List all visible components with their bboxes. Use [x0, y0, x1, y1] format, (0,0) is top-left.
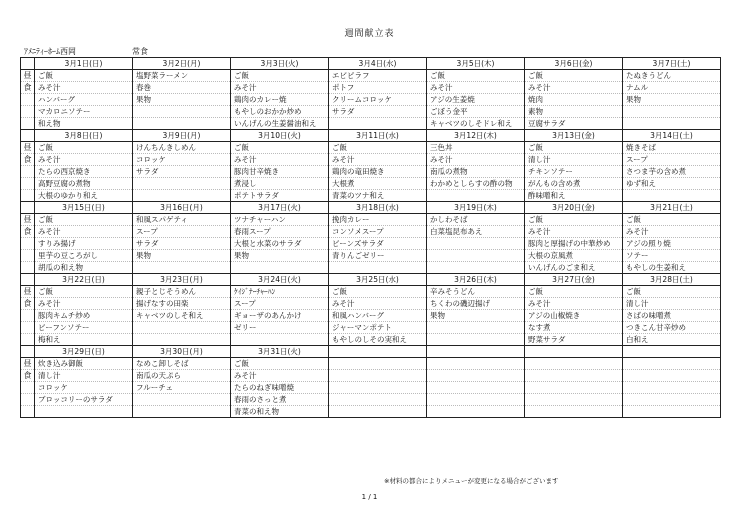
date-row	[21, 58, 721, 70]
meal-label: 昼	[21, 70, 35, 82]
date-cell: 3月20日(金)	[525, 202, 623, 214]
dish-cell: たぬきうどん	[623, 70, 721, 82]
dish-cell: 青菜の和え物	[231, 406, 329, 418]
dish-cell	[623, 358, 721, 370]
dish-cell: みそ汁	[35, 82, 133, 94]
border-cell	[21, 418, 35, 419]
dish-cell: ご飯	[623, 286, 721, 298]
dish-cell: ご飯	[623, 214, 721, 226]
dish-cell: コロッケ	[133, 154, 231, 166]
dish-row	[21, 394, 721, 406]
dish-cell	[623, 118, 721, 130]
dish-cell: ｹｲｼﾞﾅｰﾁｬｰﾊﾝ	[231, 286, 329, 298]
dish-cell: 和風スパゲティ	[133, 214, 231, 226]
dish-cell	[427, 370, 525, 382]
dish-row	[21, 142, 721, 154]
date-cell: 3月8日(日)	[35, 130, 133, 142]
dish-cell: ソテー	[623, 250, 721, 262]
dish-cell: 青りんごゼリー	[329, 250, 427, 262]
dish-cell: みそ汁	[623, 226, 721, 238]
dish-cell: ご飯	[329, 286, 427, 298]
dish-cell: ご飯	[329, 142, 427, 154]
dish-cell: キャベツのしそ和え	[133, 310, 231, 322]
meal-label: 昼	[21, 214, 35, 226]
dish-cell: ナムル	[623, 82, 721, 94]
dish-cell: ご飯	[35, 214, 133, 226]
meal-label	[21, 310, 35, 322]
date-cell: 3月16日(月)	[133, 202, 231, 214]
dish-cell: みそ汁	[231, 370, 329, 382]
dish-row	[21, 166, 721, 178]
meal-label	[21, 166, 35, 178]
dish-cell: 酢味噌和え	[525, 190, 623, 202]
dish-cell: 大根煮	[329, 178, 427, 190]
dish-row	[21, 382, 721, 394]
date-cell: 3月10日(火)	[231, 130, 329, 142]
dish-row	[21, 106, 721, 118]
dish-cell: 春雨のさっと煮	[231, 394, 329, 406]
dish-cell: 大根の京風煮	[525, 250, 623, 262]
dish-cell: みそ汁	[231, 82, 329, 94]
meal-label	[21, 250, 35, 262]
meal-type: 常食	[132, 47, 148, 56]
dish-row	[21, 262, 721, 274]
dish-cell: みそ汁	[525, 82, 623, 94]
date-cell	[623, 346, 721, 358]
dish-cell	[623, 382, 721, 394]
dish-cell: 鶏肉の竜田焼き	[329, 166, 427, 178]
dish-cell	[133, 262, 231, 274]
meal-label	[21, 382, 35, 394]
dish-cell: つきこん甘辛炒め	[623, 322, 721, 334]
dish-row	[21, 118, 721, 130]
dish-row	[21, 94, 721, 106]
dish-cell: スープ	[623, 154, 721, 166]
dish-cell: 白和え	[623, 334, 721, 346]
dish-cell	[231, 334, 329, 346]
date-cell: 3月17日(火)	[231, 202, 329, 214]
date-cell: 3月14日(土)	[623, 130, 721, 142]
dish-cell: たらのねぎ味噌焼	[231, 382, 329, 394]
dish-cell	[133, 406, 231, 418]
meal-label: 昼	[21, 358, 35, 370]
dish-cell: なす煮	[525, 322, 623, 334]
dish-cell: わかめとしらすの酢の物	[427, 178, 525, 190]
dish-cell: サラダ	[133, 238, 231, 250]
dish-cell: みそ汁	[35, 226, 133, 238]
dish-cell: ギョーザのあんかけ	[231, 310, 329, 322]
dish-cell: ポテトサラダ	[231, 190, 329, 202]
meal-label: 食	[21, 298, 35, 310]
dish-cell: すりみ揚げ	[35, 238, 133, 250]
dish-cell: ご飯	[525, 70, 623, 82]
dish-row	[21, 190, 721, 202]
meal-label: 昼	[21, 142, 35, 154]
dish-cell: みそ汁	[427, 82, 525, 94]
dish-row	[21, 406, 721, 418]
meal-label: 食	[21, 154, 35, 166]
dish-cell: ブロッコリーのサラダ	[35, 394, 133, 406]
dish-cell	[427, 322, 525, 334]
dish-cell: 挽肉カレー	[329, 214, 427, 226]
dish-cell: ハンバーグ	[35, 94, 133, 106]
meal-label	[21, 238, 35, 250]
dish-cell: もやしのおかか炒め	[231, 106, 329, 118]
dish-cell	[329, 370, 427, 382]
date-row-label-cell	[21, 202, 35, 214]
dish-cell: さつま芋の含め煮	[623, 166, 721, 178]
dish-cell: 春雨スープ	[231, 226, 329, 238]
dish-cell: ご飯	[525, 214, 623, 226]
dish-cell: 親子とじそうめん	[133, 286, 231, 298]
dish-cell: 豚肉と厚揚げの中華炒め	[525, 238, 623, 250]
dish-cell	[525, 406, 623, 418]
date-cell: 3月27日(金)	[525, 274, 623, 286]
dish-cell	[623, 406, 721, 418]
dish-cell: 青菜のツナ和え	[329, 190, 427, 202]
meal-label: 食	[21, 226, 35, 238]
dish-cell: ご飯	[231, 142, 329, 154]
dish-cell: ごぼう金平	[427, 106, 525, 118]
dish-cell: サラダ	[329, 106, 427, 118]
meal-label	[21, 394, 35, 406]
dish-cell: ポトフ	[329, 82, 427, 94]
dish-cell	[133, 106, 231, 118]
dish-cell: 辛みそうどん	[427, 286, 525, 298]
date-cell	[427, 346, 525, 358]
dish-cell: 胡瓜の和え物	[35, 262, 133, 274]
dish-cell: もやしの生姜和え	[623, 262, 721, 274]
dish-row	[21, 286, 721, 298]
date-cell: 3月5日(木)	[427, 58, 525, 70]
dish-row	[21, 154, 721, 166]
date-row-label-cell	[21, 274, 35, 286]
dish-cell: 豚肉甘辛焼き	[231, 166, 329, 178]
dish-cell	[133, 178, 231, 190]
meal-label: 食	[21, 370, 35, 382]
date-cell: 3月7日(土)	[623, 58, 721, 70]
dish-cell	[525, 370, 623, 382]
date-cell: 3月23日(月)	[133, 274, 231, 286]
dish-cell: チキンソテー	[525, 166, 623, 178]
border-cell	[133, 418, 231, 419]
dish-cell: ツナチャーハン	[231, 214, 329, 226]
date-cell	[525, 346, 623, 358]
border-cell	[525, 418, 623, 419]
date-row	[21, 274, 721, 286]
date-row-label-cell	[21, 130, 35, 142]
date-cell: 3月6日(金)	[525, 58, 623, 70]
dish-cell	[133, 190, 231, 202]
dish-cell	[623, 394, 721, 406]
dish-cell: 南瓜の天ぷら	[133, 370, 231, 382]
dish-row	[21, 70, 721, 82]
dish-cell: かしわそば	[427, 214, 525, 226]
dish-cell: 塩野菜ラーメン	[133, 70, 231, 82]
date-cell: 3月29日(日)	[35, 346, 133, 358]
meal-label	[21, 322, 35, 334]
dish-cell	[329, 358, 427, 370]
dish-cell: ビーフンソテー	[35, 322, 133, 334]
dish-cell: ゼリー	[231, 322, 329, 334]
date-cell	[329, 346, 427, 358]
date-cell: 3月22日(日)	[35, 274, 133, 286]
dish-cell: みそ汁	[231, 154, 329, 166]
date-row	[21, 130, 721, 142]
dish-cell: コロッケ	[35, 382, 133, 394]
dish-cell	[525, 394, 623, 406]
dish-cell: スープ	[133, 226, 231, 238]
date-cell: 3月24日(火)	[231, 274, 329, 286]
dish-cell	[427, 190, 525, 202]
date-cell: 3月11日(水)	[329, 130, 427, 142]
dish-cell: 果物	[133, 94, 231, 106]
dish-cell: 大根のゆかり和え	[35, 190, 133, 202]
meal-label	[21, 262, 35, 274]
meal-label: 昼	[21, 286, 35, 298]
date-cell: 3月30日(月)	[133, 346, 231, 358]
meal-label	[21, 106, 35, 118]
dish-cell: たらの西京焼き	[35, 166, 133, 178]
dish-cell: 揚げなすの田楽	[133, 298, 231, 310]
dish-cell: いんげんのごま和え	[525, 262, 623, 274]
date-cell: 3月15日(日)	[35, 202, 133, 214]
date-cell: 3月18日(水)	[329, 202, 427, 214]
dish-cell: ちくわの磯辺揚げ	[427, 298, 525, 310]
dish-cell	[329, 406, 427, 418]
dish-cell: 豆腐サラダ	[525, 118, 623, 130]
dish-cell: フルーチェ	[133, 382, 231, 394]
dish-cell: ご飯	[35, 70, 133, 82]
dish-cell	[231, 262, 329, 274]
dish-cell	[133, 322, 231, 334]
border-cell	[329, 418, 427, 419]
dish-cell	[427, 238, 525, 250]
dish-cell: さばの味噌煮	[623, 310, 721, 322]
dish-cell: ご飯	[35, 286, 133, 298]
date-row-label-cell	[21, 58, 35, 70]
date-row	[21, 346, 721, 358]
dish-cell	[623, 106, 721, 118]
dish-cell: 焼肉	[525, 94, 623, 106]
date-cell: 3月2日(月)	[133, 58, 231, 70]
meal-label	[21, 334, 35, 346]
dish-cell: 清し汁	[623, 298, 721, 310]
dish-cell: けんちんきしめん	[133, 142, 231, 154]
menu-table	[20, 57, 721, 418]
page-number: 1 / 1	[361, 493, 378, 501]
dish-cell	[623, 370, 721, 382]
date-cell: 3月26日(木)	[427, 274, 525, 286]
dish-cell: 梅和え	[35, 334, 133, 346]
dish-cell: アジの生姜焼	[427, 94, 525, 106]
dish-cell: 春巻	[133, 82, 231, 94]
dish-cell	[427, 406, 525, 418]
dish-cell	[525, 358, 623, 370]
date-cell: 3月1日(日)	[35, 58, 133, 70]
border-cell	[623, 418, 721, 419]
dish-cell: 高野豆腐の煮物	[35, 178, 133, 190]
dish-cell	[427, 358, 525, 370]
dish-row	[21, 358, 721, 370]
dish-cell: 果物	[427, 310, 525, 322]
dish-cell: 和え物	[35, 118, 133, 130]
dish-row	[21, 334, 721, 346]
dish-cell: アジの照り焼	[623, 238, 721, 250]
dish-cell	[427, 250, 525, 262]
meal-label	[21, 118, 35, 130]
dish-cell	[133, 334, 231, 346]
dish-cell: 和風ハンバーグ	[329, 310, 427, 322]
dish-cell: 果物	[623, 94, 721, 106]
dish-cell: 炊き込み御飯	[35, 358, 133, 370]
date-row	[21, 202, 721, 214]
dish-row	[21, 226, 721, 238]
dish-cell: エビピラフ	[329, 70, 427, 82]
dish-cell: スープ	[231, 298, 329, 310]
dish-cell: アジの山椒焼き	[525, 310, 623, 322]
dish-cell: 果物	[133, 250, 231, 262]
dish-cell	[133, 394, 231, 406]
date-cell: 3月21日(土)	[623, 202, 721, 214]
facility-name: ｱﾒﾆﾃｨｰﾎｰﾑ西岡	[24, 47, 76, 56]
dish-cell: いんげんの生姜醤油和え	[231, 118, 329, 130]
dish-row	[21, 370, 721, 382]
meal-label	[21, 406, 35, 418]
dish-cell: ご飯	[35, 142, 133, 154]
dish-cell: ご飯	[525, 286, 623, 298]
border-cell	[231, 418, 329, 419]
date-cell: 3月9日(月)	[133, 130, 231, 142]
dish-cell: ビーンズサラダ	[329, 238, 427, 250]
dish-row	[21, 322, 721, 334]
dish-cell: ご飯	[231, 70, 329, 82]
table-bottom-border	[21, 418, 721, 419]
dish-cell: 焼きそば	[623, 142, 721, 154]
date-cell: 3月4日(水)	[329, 58, 427, 70]
dish-cell: クリームコロッケ	[329, 94, 427, 106]
dish-row	[21, 238, 721, 250]
dish-cell: コンソメスープ	[329, 226, 427, 238]
dish-cell	[427, 394, 525, 406]
border-cell	[427, 418, 525, 419]
dish-row	[21, 250, 721, 262]
dish-cell	[329, 118, 427, 130]
page-title: 週間献立表	[344, 29, 395, 39]
dish-cell: ご飯	[427, 70, 525, 82]
dish-row	[21, 82, 721, 94]
dish-cell: 果物	[231, 250, 329, 262]
dish-cell: サラダ	[133, 166, 231, 178]
dish-cell	[133, 118, 231, 130]
dish-cell: みそ汁	[525, 226, 623, 238]
dish-cell	[525, 382, 623, 394]
dish-cell: ゆず和え	[623, 178, 721, 190]
dish-cell: 里芋の豆ころがし	[35, 250, 133, 262]
dish-cell	[427, 262, 525, 274]
dish-cell: みそ汁	[427, 154, 525, 166]
footnote: ※材料の都合によりメニューが変更になる場合がございます	[384, 477, 559, 485]
date-cell: 3月3日(火)	[231, 58, 329, 70]
dish-cell: 煮浸し	[231, 178, 329, 190]
dish-cell	[427, 382, 525, 394]
dish-cell: 鶏肉のカレー焼	[231, 94, 329, 106]
dish-cell: 白菜塩昆布あえ	[427, 226, 525, 238]
date-cell: 3月28日(土)	[623, 274, 721, 286]
dish-cell: 三色丼	[427, 142, 525, 154]
meal-label	[21, 178, 35, 190]
dish-cell: がんもの含め煮	[525, 178, 623, 190]
dish-cell	[623, 190, 721, 202]
dish-cell: 大根と水菜のサラダ	[231, 238, 329, 250]
date-cell: 3月19日(木)	[427, 202, 525, 214]
date-cell: 3月31日(火)	[231, 346, 329, 358]
dish-row	[21, 298, 721, 310]
dish-cell: みそ汁	[35, 154, 133, 166]
meal-label: 食	[21, 82, 35, 94]
dish-cell: もやしのしその実和え	[329, 334, 427, 346]
meal-label	[21, 190, 35, 202]
dish-cell	[329, 394, 427, 406]
date-cell: 3月12日(木)	[427, 130, 525, 142]
dish-cell: 清し汁	[525, 154, 623, 166]
dish-cell: みそ汁	[35, 298, 133, 310]
dish-row	[21, 310, 721, 322]
dish-cell	[329, 382, 427, 394]
border-cell	[35, 418, 133, 419]
dish-cell: 野菜サラダ	[525, 334, 623, 346]
dish-cell: みそ汁	[329, 298, 427, 310]
dish-row	[21, 214, 721, 226]
dish-cell	[427, 334, 525, 346]
dish-cell: 素物	[525, 106, 623, 118]
dish-cell: なめこ卸しそば	[133, 358, 231, 370]
dish-cell: ジャーマンポテト	[329, 322, 427, 334]
date-row-label-cell	[21, 346, 35, 358]
dish-cell	[35, 406, 133, 418]
date-cell: 3月13日(金)	[525, 130, 623, 142]
dish-row	[21, 178, 721, 190]
dish-cell	[329, 262, 427, 274]
date-cell: 3月25日(水)	[329, 274, 427, 286]
meal-label	[21, 94, 35, 106]
dish-cell: ご飯	[525, 142, 623, 154]
dish-cell: ご飯	[231, 358, 329, 370]
dish-cell: 南瓜の煮物	[427, 166, 525, 178]
dish-cell: 豚肉キムチ炒め	[35, 310, 133, 322]
dish-cell: キャベツのしそドレ和え	[427, 118, 525, 130]
dish-cell: みそ汁	[329, 154, 427, 166]
dish-cell: みそ汁	[525, 298, 623, 310]
dish-cell: 清し汁	[35, 370, 133, 382]
dish-cell: マカロニソテー	[35, 106, 133, 118]
